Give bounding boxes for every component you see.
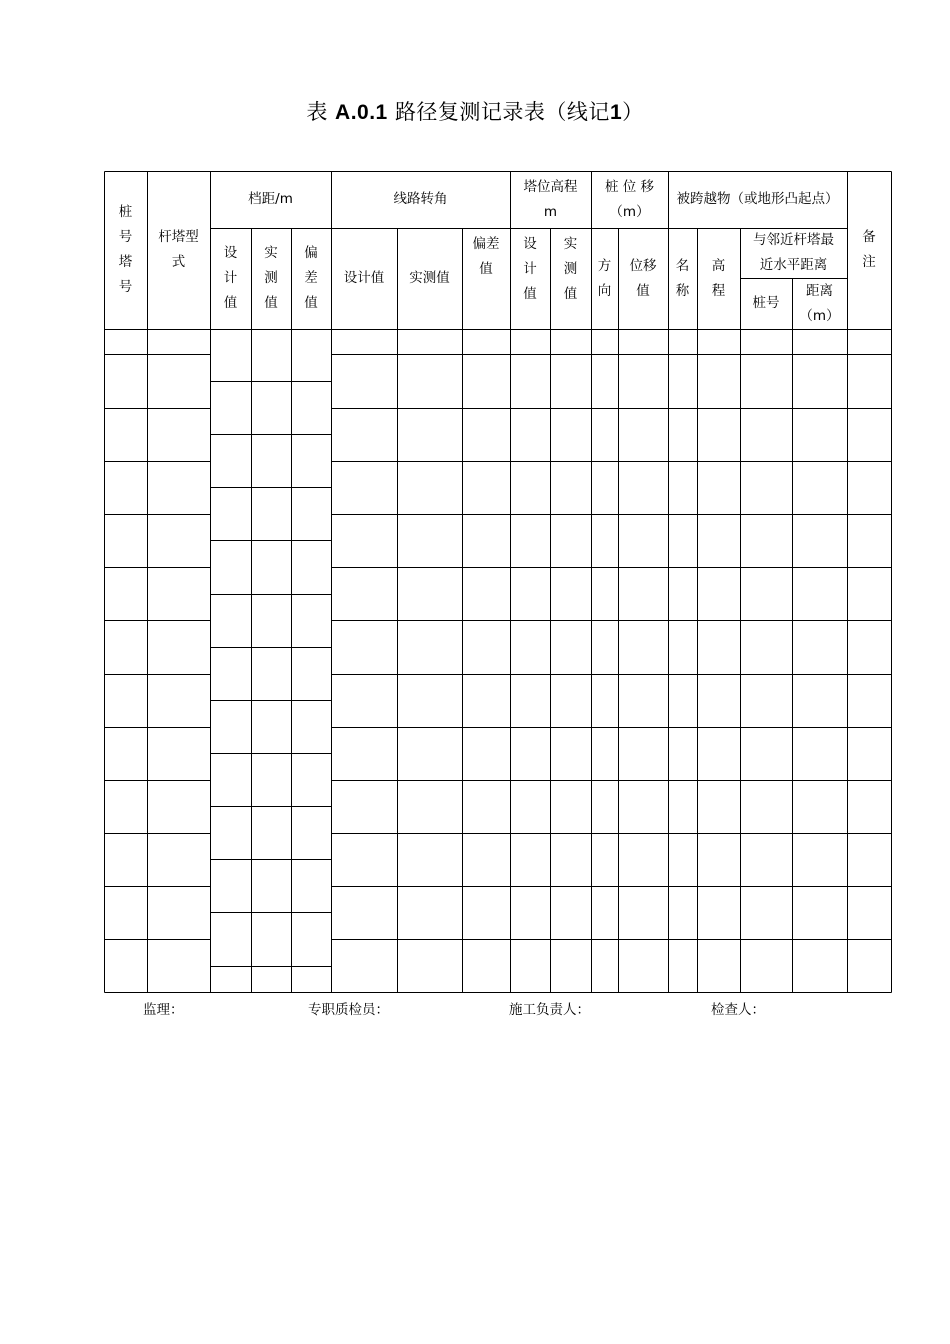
header-pile-displacement: 桩 位 移 （m） [604, 178, 655, 220]
header-line-angle: 线路转角 [393, 191, 448, 207]
title-name: 路径复测记录表（线记 [394, 100, 610, 124]
footer-quality-inspector: 专职质检员： [308, 1002, 389, 1018]
title-prefix: 表 [306, 100, 336, 124]
header-angle-measured: 实测值 [409, 270, 450, 286]
header-angle-deviation: 偏差 值 [472, 236, 500, 277]
header-nearest-distance: 距离 （m） [799, 282, 840, 324]
header-cross-name: 名 称 [675, 257, 690, 299]
header-span-measured: 实 测 值 [264, 245, 278, 311]
title-code: A.0.1 [335, 101, 388, 124]
header-angle-design: 设计值 [343, 270, 385, 286]
header-cross-elevation: 高 程 [711, 257, 726, 299]
header-disp-value: 位移 值 [629, 257, 657, 299]
header-remarks: 备 注 [862, 229, 876, 270]
title-num: 1 [609, 101, 623, 124]
header-elev-measured: 实 测 值 [563, 235, 578, 302]
footer-supervisor: 监理： [143, 1002, 184, 1018]
header-crossed-objects: 被跨越物（或地形凸起点） [676, 191, 839, 207]
header-tower-elevation: 塔位高程 m [523, 178, 578, 220]
header-disp-direction: 方 向 [597, 257, 612, 299]
header-span: 档距/m [248, 191, 293, 207]
header-span-deviation: 偏 差 值 [304, 245, 318, 311]
header-span-design: 设 计 值 [223, 245, 238, 311]
footer-checker: 检查人： [711, 1002, 765, 1018]
title-suffix: ） [622, 100, 644, 124]
header-pile-tower-no: 桩 号 塔 号 [118, 204, 133, 295]
header-nearest-pile: 桩号 [752, 295, 780, 311]
header-elev-design: 设 计 值 [523, 235, 537, 302]
footer-construction-lead: 施工负责人： [509, 1002, 590, 1018]
header-tower-type: 杆塔型 式 [158, 229, 199, 270]
header-nearest-tower: 与邻近杆塔最 近水平距离 [753, 232, 834, 273]
